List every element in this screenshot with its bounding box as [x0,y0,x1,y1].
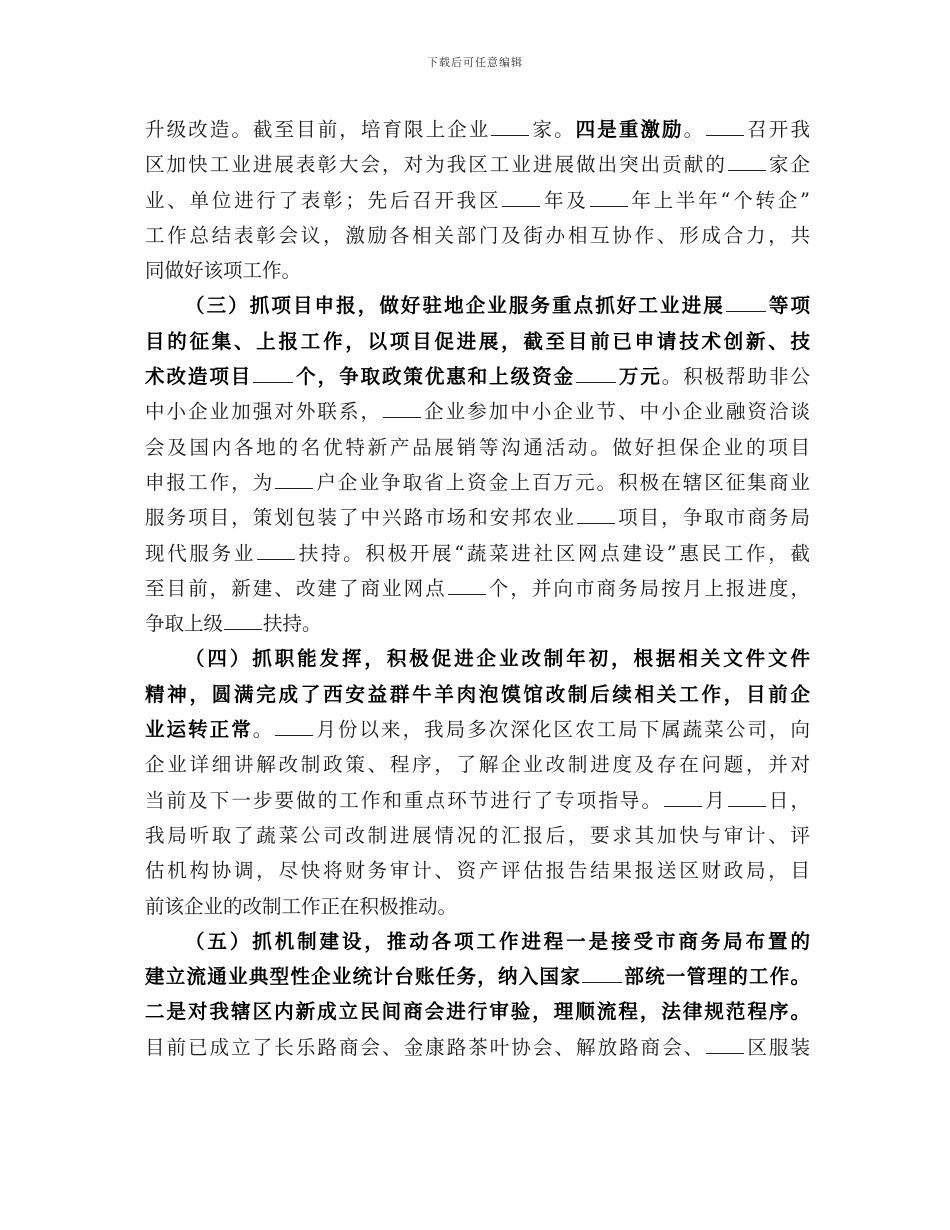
paragraph-line: 二是对我辖区内新成立民间商会进行审验，理顺流程，法律规范程序。 [145,1000,810,1024]
paragraph-line [145,394,810,429]
text-run: 业、单位进行了表彰；先后召开我区 [145,188,502,212]
fill-in-blank [275,715,313,736]
paragraph-line: 企业详细讲解改制政策、程序，了解企业改制进度及存在问题，并对 [145,753,810,777]
text-run: 区加快工业进展表彰大会，对为我区工业进展做出突出贡献的 [145,153,727,177]
fill-in-blank [491,115,529,136]
text-run: 家。 [530,118,576,141]
document-body [145,112,810,1065]
text-run: 。 [252,718,275,742]
fill-in-blank [582,962,622,983]
text-run: 目前已成立了长乐路商会、金康路茶叶协会、解放路商会、 [145,1035,706,1059]
paragraph-line: 同做好该项工作。 [145,259,302,283]
fill-in-blank [502,186,540,207]
paragraph-line [145,959,810,994]
text-run: 家企 [766,153,810,177]
text-run: 升级改造。截至目前，培育限上企业 [145,118,491,141]
bold-text-run: 万元 [616,365,662,389]
paragraph-line: 我局听取了蔬菜公司改制进展情况的汇报后，要求其加快与审计、评 [145,823,810,847]
bold-text-run: 建立流通业典型性企业统计台账任务，纳入国家 [145,965,582,989]
page-header-caption: 下载后可任意编辑 [427,56,523,69]
paragraph-line [145,288,810,323]
text-run: 至目前，新建、改建了商业网点 [145,576,447,600]
bold-text-run: 术改造项目 [145,365,253,389]
text-run: 。 [683,118,706,141]
paragraph-line: （五）抓机制建设，推动各项工作进程一是接受市商务局布置的 [185,929,810,953]
paragraph-line [145,712,810,747]
paragraph-line: 估机构协调，尽快将财务审计、资产评估报告结果报送区财政局，目 [145,859,810,883]
text-run: 扶持。积极开展“蔬菜进社区网点建设”惠民工作，截 [296,541,810,565]
text-run: 。积极帮助非公 [661,365,810,389]
bold-text-run: （三）抓项目申报，做好驻地企业服务重点抓好工业进展 [185,294,725,318]
paragraph-line [145,147,810,182]
fill-in-blank [706,1033,744,1054]
fill-in-blank [383,397,421,418]
paragraph-line [145,606,810,641]
fill-in-blank [253,362,293,383]
text-run: 年上半年“个转企” [628,188,810,212]
paragraph-line: 目的征集、上报工作，以项目促进展，截至目前已申请技术创新、技 [145,329,810,353]
text-run: 现代服务业 [145,541,257,565]
text-run: 项目，争取市商务局 [616,506,810,530]
text-run: 申报工作，为 [145,470,275,494]
text-run: 服务项目，策划包装了中兴路市场和安邦农业 [145,506,577,530]
paragraph-line [145,500,810,535]
fill-in-blank [448,574,486,595]
paragraph-line: 工作总结表彰会议，激励各相关部门及街办相互协作、形成合力，共 [145,223,810,247]
paragraph-line [145,112,810,147]
fill-in-blank [224,609,262,630]
paragraph-line: 会及国内各地的名优特新产品展销等沟通活动。做好担保企业的项目 [145,435,810,459]
bold-text-run: 部统一管理的工作。 [623,965,810,989]
text-run: 争取上级 [145,612,224,636]
text-run: 扶持。 [263,612,322,636]
fill-in-blank [664,786,702,807]
paragraph-line: 精神，圆满完成了西安益群牛羊肉泡馍馆改制后续相关工作，目前企 [145,682,810,706]
bold-text-run: 个，争取政策优惠和上级资金 [294,365,575,389]
text-run: 企业参加中小企业节、中小企业融资洽谈 [422,400,810,424]
text-run: 区服装 [745,1035,810,1059]
fill-in-blank [577,503,615,524]
bold-text-run: 四是重激励 [575,118,684,141]
text-run: 年及 [541,188,589,212]
bold-text-run: 业运转正常 [145,718,253,742]
fill-in-blank [257,539,295,560]
fill-in-blank [275,468,313,489]
paragraph-line [145,536,810,571]
paragraph-line: （四）抓职能发挥，积极促进企业改制年初，根据相关文件文件 [185,647,810,671]
text-run: 日， [766,788,810,812]
text-run: 月 [703,788,727,812]
fill-in-blank [590,186,628,207]
paragraph-line [145,183,810,218]
paragraph-line [145,571,810,606]
bold-text-run: 等项 [766,294,810,318]
fill-in-blank [728,786,766,807]
fill-in-blank [706,115,744,136]
paragraph-line [145,1030,810,1065]
fill-in-blank [728,150,766,171]
text-run: 户企业争取省上资金上百万元。积极在辖区征集商业 [314,470,810,494]
paragraph-line [145,359,810,394]
fill-in-blank [726,291,766,312]
text-run: 召开我 [745,118,810,141]
fill-in-blank [576,362,616,383]
text-run: 个，并向市商务局按月上报进度， [486,576,810,600]
paragraph-line: 前该企业的改制工作正在积极推动。 [145,894,458,918]
text-run: 中小企业加强对外联系， [145,400,383,424]
paragraph-line [145,465,810,500]
text-run: 当前及下一步要做的工作和重点环节进行了专项指导。 [145,788,664,812]
text-run: 月份以来，我局多次深化区农工局下属蔬菜公司，向 [314,718,810,742]
paragraph-line [145,783,810,818]
